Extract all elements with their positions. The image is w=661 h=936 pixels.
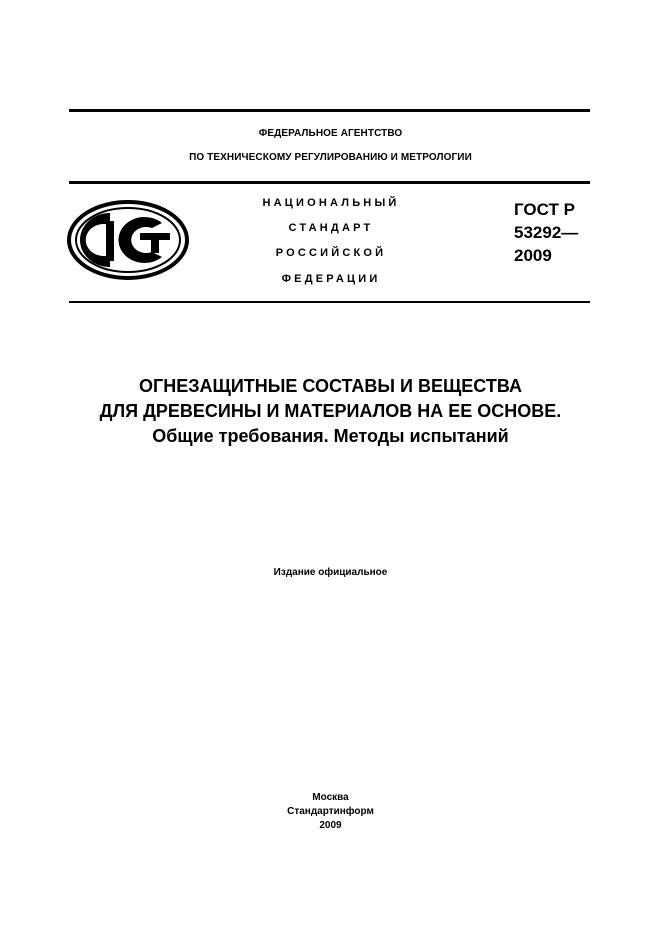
- standard-type-line1: НАЦИОНАЛЬНЫЙ: [262, 197, 400, 209]
- agency-name-line1: ФЕДЕРАЛЬНОЕ АГЕНТСТВО: [258, 128, 403, 139]
- document-title-line1: ОГНЕЗАЩИТНЫЕ СОСТАВЫ И ВЕЩЕСТВА: [139, 376, 522, 396]
- designation-line2: 53292—: [514, 223, 579, 242]
- imprint-publisher: Стандартинформ: [287, 806, 374, 817]
- designation-line1: ГОСТ Р: [514, 200, 575, 219]
- standard-type-line4: ФЕДЕРАЦИИ: [281, 273, 381, 285]
- top-divider: [69, 109, 590, 112]
- middle-divider: [69, 181, 590, 184]
- designation-line3: 2009: [514, 246, 552, 265]
- agency-name-line2: ПО ТЕХНИЧЕСКОМУ РЕГУЛИРОВАНИЮ И МЕТРОЛОГИИ: [189, 152, 472, 163]
- document-subtitle: Общие требования. Методы испытаний: [152, 426, 509, 446]
- edition-note: Издание официальное: [273, 567, 388, 578]
- bottom-divider: [69, 301, 590, 303]
- imprint-year: 2009: [319, 820, 342, 831]
- document-title-line2: ДЛЯ ДРЕВЕСИНЫ И МАТЕРИАЛОВ НА ЕЕ ОСНОВЕ.: [99, 401, 562, 421]
- standard-designation: [514, 198, 604, 267]
- rst-certification-mark-icon: [66, 199, 191, 281]
- standard-type-line2: СТАНДАРТ: [288, 222, 374, 234]
- standard-type-line3: РОССИЙСКОЙ: [275, 247, 387, 259]
- imprint-city: Москва: [312, 792, 349, 803]
